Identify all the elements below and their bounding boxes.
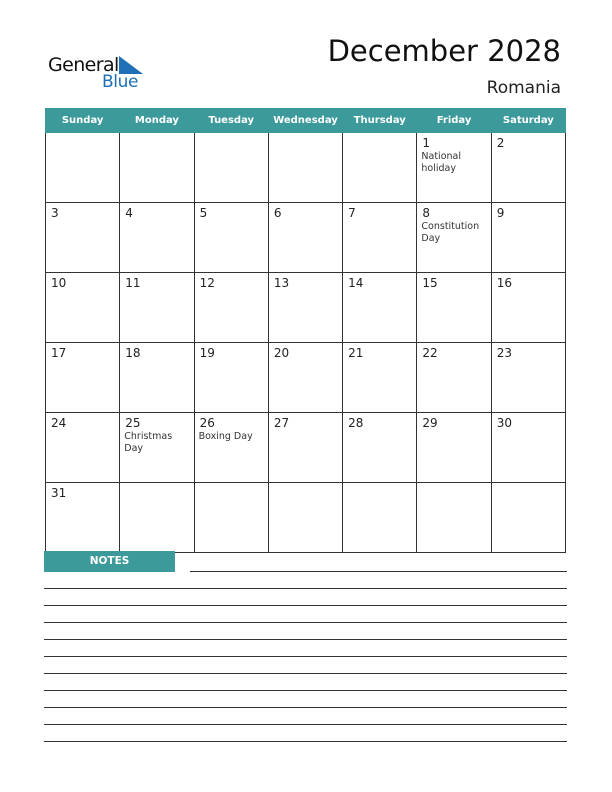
brand-logo xyxy=(48,52,158,92)
day-number: 18 xyxy=(125,346,141,360)
day-number: 29 xyxy=(422,416,438,430)
calendar-day-cell xyxy=(268,133,342,203)
calendar-week-row xyxy=(46,273,566,343)
holiday-label: Christmas Day xyxy=(124,431,173,454)
holiday-label: National holiday xyxy=(421,151,461,174)
page-title: December 2028 xyxy=(327,34,561,68)
weekday-sunday: Sunday xyxy=(46,109,120,133)
calendar-day-cell xyxy=(268,343,342,413)
weekday-tuesday: Tuesday xyxy=(194,109,268,133)
calendar-day-cell xyxy=(46,343,120,413)
calendar-day-cell xyxy=(417,133,491,203)
calendar-day-cell xyxy=(46,483,120,553)
weekday-header-row xyxy=(46,109,566,133)
day-number: 26 xyxy=(199,416,215,430)
weekday-wednesday: Wednesday xyxy=(268,109,342,133)
notes-rule-line xyxy=(44,605,567,606)
day-number: 14 xyxy=(348,276,364,290)
notes-rule-line xyxy=(44,639,567,640)
calendar-day-cell xyxy=(417,483,491,553)
calendar-day-cell xyxy=(491,343,565,413)
calendar-day-cell xyxy=(491,273,565,343)
day-number: 30 xyxy=(496,416,512,430)
calendar-day-cell xyxy=(120,413,194,483)
calendar-week-row xyxy=(46,343,566,413)
day-number: 15 xyxy=(422,276,438,290)
day-number: 23 xyxy=(496,346,512,360)
brand-name-blue: Blue xyxy=(102,72,139,92)
calendar-day-cell xyxy=(120,133,194,203)
day-number: 13 xyxy=(273,276,290,290)
calendar-day-cell xyxy=(417,273,491,343)
calendar-day-cell xyxy=(46,133,120,203)
calendar-day-cell xyxy=(491,483,565,553)
day-number: 17 xyxy=(51,346,67,360)
country-name: Romania xyxy=(486,78,561,98)
calendar-day-cell xyxy=(343,273,417,343)
calendar-day-cell xyxy=(343,483,417,553)
calendar-day-cell xyxy=(194,483,268,553)
calendar-day-cell xyxy=(194,133,268,203)
calendar-day-cell xyxy=(417,343,491,413)
calendar-day-cell xyxy=(268,273,342,343)
calendar-day-cell xyxy=(491,413,565,483)
calendar-day-cell xyxy=(417,203,491,273)
day-number: 24 xyxy=(51,416,67,430)
calendar-day-cell xyxy=(120,203,194,273)
calendar-day-cell xyxy=(46,203,120,273)
day-number: 31 xyxy=(51,486,67,500)
day-number: 8 xyxy=(422,206,431,220)
weekday-monday: Monday xyxy=(120,109,194,133)
brand-name-general: General xyxy=(48,54,119,76)
calendar-week-row xyxy=(46,133,566,203)
calendar-day-cell xyxy=(194,413,268,483)
calendar-day-cell xyxy=(120,483,194,553)
calendar-day-cell xyxy=(46,413,120,483)
day-number: 21 xyxy=(348,346,364,360)
day-number: 12 xyxy=(199,276,215,290)
weekday-saturday: Saturday xyxy=(491,109,565,133)
day-number: 20 xyxy=(273,346,290,360)
day-number: 25 xyxy=(125,416,141,430)
day-number: 10 xyxy=(51,276,67,290)
calendar-day-cell xyxy=(268,483,342,553)
calendar-day-cell xyxy=(491,133,565,203)
day-number: 1 xyxy=(422,136,431,150)
day-number: 2 xyxy=(496,136,505,150)
calendar-day-cell xyxy=(268,203,342,273)
calendar-day-cell xyxy=(120,273,194,343)
calendar-day-cell xyxy=(194,273,268,343)
weekday-thursday: Thursday xyxy=(343,109,417,133)
notes-rule-line xyxy=(44,741,567,742)
notes-rule-line xyxy=(44,673,567,674)
day-number: 27 xyxy=(273,416,290,430)
weekday-friday: Friday xyxy=(417,109,491,133)
notes-rule-line xyxy=(44,622,567,623)
holiday-label: Constitution Day xyxy=(421,221,480,244)
calendar-day-cell xyxy=(46,273,120,343)
calendar-week-row xyxy=(46,483,566,553)
calendar-day-cell xyxy=(194,343,268,413)
calendar-day-cell xyxy=(491,203,565,273)
notes-rule-line xyxy=(44,724,567,725)
calendar-day-cell xyxy=(343,413,417,483)
day-number: 5 xyxy=(199,206,208,220)
notes-rule-line xyxy=(44,707,567,708)
calendar-day-cell xyxy=(417,413,491,483)
calendar-day-cell xyxy=(343,343,417,413)
notes-label: NOTES xyxy=(44,551,175,572)
calendar-day-cell xyxy=(343,133,417,203)
calendar-day-cell xyxy=(120,343,194,413)
day-number: 3 xyxy=(51,206,59,220)
notes-rule-line xyxy=(44,656,567,657)
day-number: 4 xyxy=(125,206,133,220)
notes-rule-line xyxy=(44,588,567,589)
notes-rule-line xyxy=(44,690,567,691)
day-number: 9 xyxy=(496,206,505,220)
day-number: 19 xyxy=(199,346,215,360)
notes-rule-line xyxy=(190,571,567,572)
holiday-label: Boxing Day xyxy=(198,431,253,442)
calendar-grid xyxy=(45,108,566,553)
calendar-day-cell xyxy=(268,413,342,483)
day-number: 16 xyxy=(496,276,512,290)
calendar-day-cell xyxy=(194,203,268,273)
day-number: 22 xyxy=(422,346,438,360)
day-number: 6 xyxy=(273,206,282,220)
day-number: 11 xyxy=(125,276,141,290)
calendar-day-cell xyxy=(343,203,417,273)
calendar-week-row xyxy=(46,203,566,273)
day-number: 7 xyxy=(348,206,356,220)
day-number: 28 xyxy=(348,416,364,430)
calendar-week-row xyxy=(46,413,566,483)
